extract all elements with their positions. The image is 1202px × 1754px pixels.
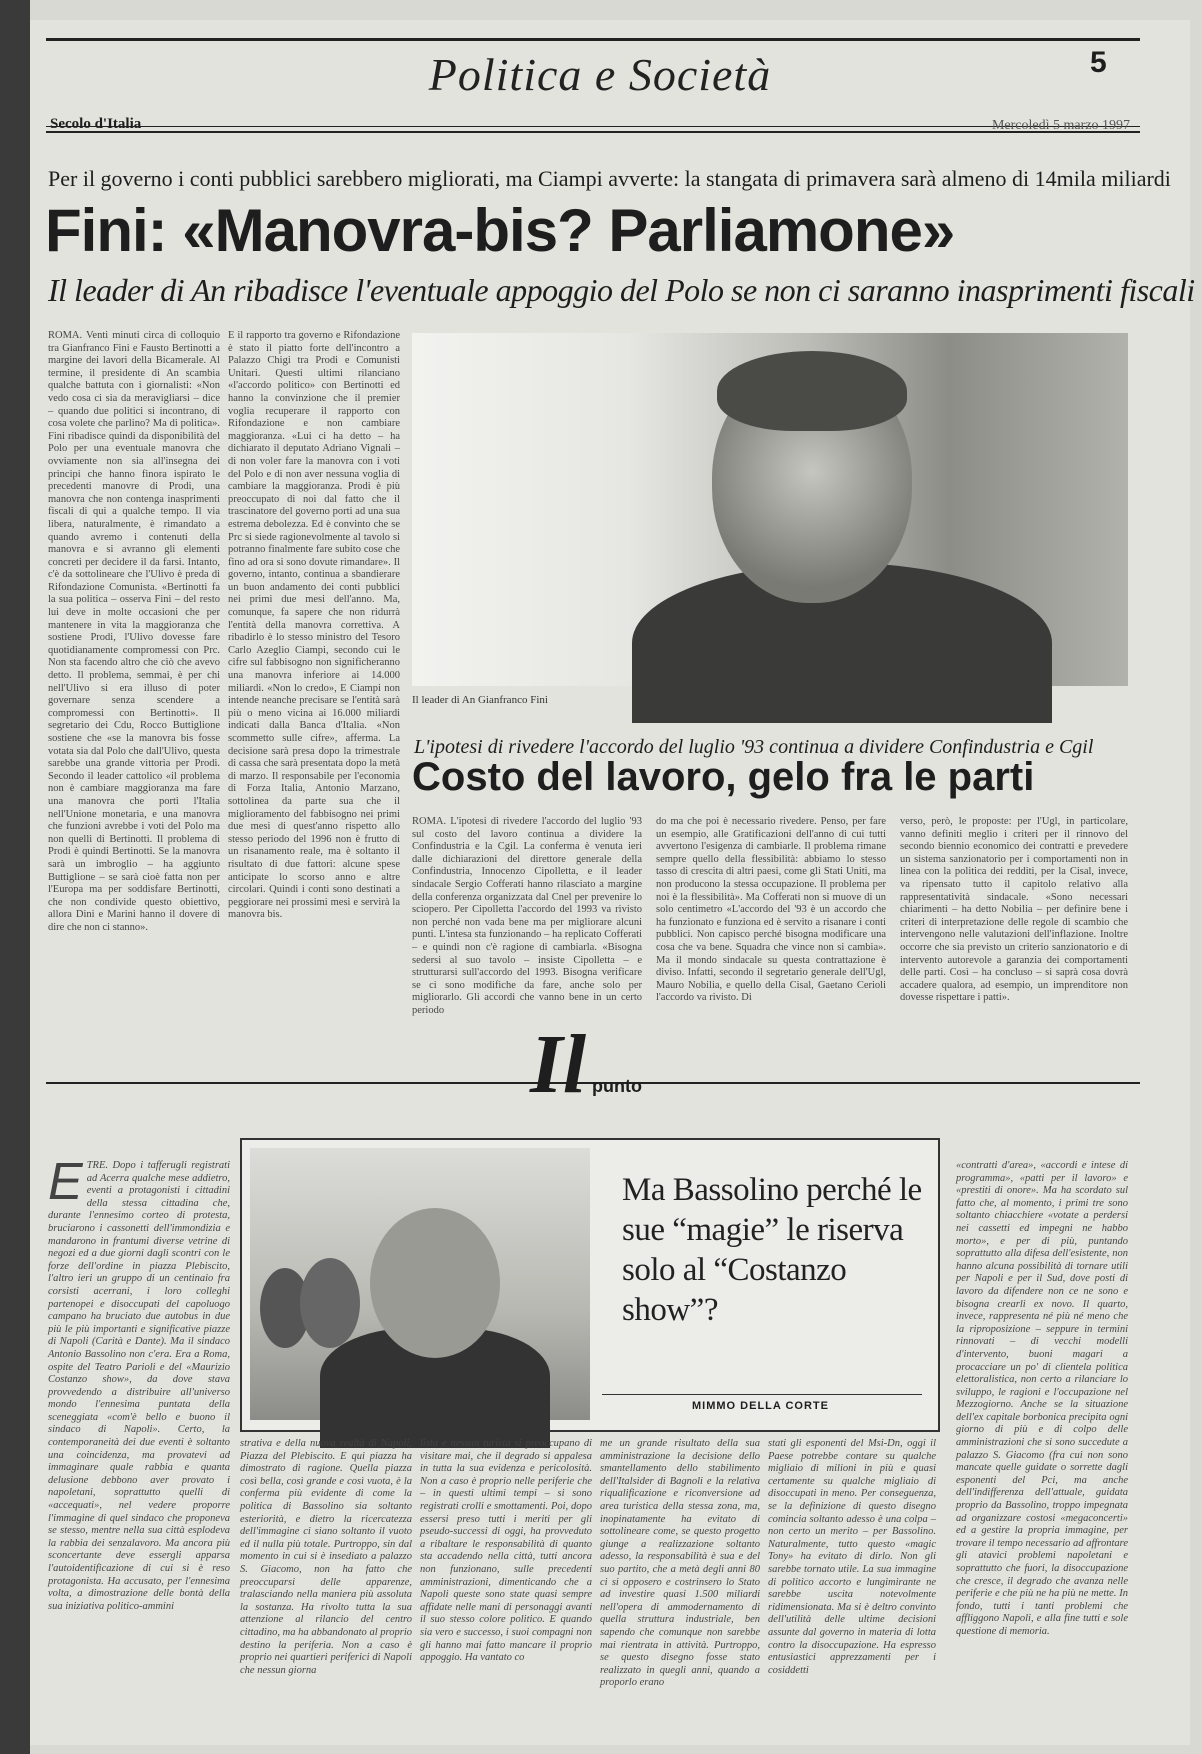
punto-column-1-bottom (48, 1438, 230, 1728)
punto-column-2-text: strativa e della nuova realtà di Napoli, Piazza del Plebiscito. E qui piazza ha dimostrato di ragione. Quella piazza così bella, così grande e così vuota, è la conferma più evidente di come la politica di Bassolino sia soltanto esteriorità, e dietro la ricercatezza dell'immagine ci siano soltanto il vuoto ed il nulla più totale. Purtroppo, sin dal momento in cui si è insediato a palazzo S. Giacomo, non ha fatto che preoccuparsi delle apparenze, tralasciando nella maniera più assoluta la sostanza. Ha rivolto tutta la sua attenzione al rilancio del centro cittadino, ma ha abbandonato al proprio destino la periferia. Non a caso è proprio nei quartieri periferici di Napoli che nessun giorna (240, 1438, 412, 1676)
dropcap: E (48, 1153, 83, 1211)
opinion-title: Ma Bassolino perché le sue “magie” le riserva solo al “Costanzo show”? (622, 1172, 922, 1328)
punto-column-4-text: me un grande risultato della sua amministrazione la decisione dello smantellamento dello stabilimento dell'Italsider di Bagnoli e la relativa riqualificazione e riconversione ad area turistica della stessa zona, ma, inopinatamente ha evitato di sottolineare come, se questo progetto giunge a realizzazione soltanto adesso, la responsabilità è sua e del suo partito, che a metà degli anni 80 ci si opposero e costrinsero lo Stato ad investire quasi 1.500 miliardi nell'opera di ammodernamento di quella struttura industriale, ben sapendo che comunque non sarebbe mai rientrata in attività. Purtroppo, se questo disegno fosse stato realizzato in quegli anni, quando a proporlo erano (600, 1438, 760, 1689)
photo-person-bg2 (300, 1258, 360, 1348)
lead-subhead: Il leader di An ribadisce l'eventuale appoggio del Polo se non ci saranno inasprimenti fiscali (48, 272, 1195, 308)
il-punto-big: Il (530, 1018, 587, 1111)
page-number: 5 (1090, 46, 1107, 79)
photo-hair (717, 351, 907, 431)
punto-column-6 (956, 1160, 1128, 1728)
second-kicker: L'ipotesi di rivedere l'accordo del luglio '93 continua a dividere Confindustria e Cgil (414, 736, 1094, 758)
paper-name: Secolo d'Italia (50, 116, 142, 132)
lead-column-2-text: E il rapporto tra governo e Rifondazione è stato il piatto forte dell'incontro a Palazzo Chigi tra Prodi e Comunisti Unitari. Questi ultimi rilanciano «l'accordo politico» con Bertinotti ed hanno la convinzione che il premier voglia recuperare il rapporto con Rifondazione e non cambiare maggioranza. «Lui ci ha detto – ha dichiarato il deputato Adriano Vignali – di non voler fare la manovra con i voti del Polo e di non aver nessuna voglia di cambiare la maggioranza. Prodi è più preoccupato di noi dal fatto che il trascinatore del governo porti ad una sua estrema debolezza. Ed è convinto che se Prc si siede ragionevolmente al tavolo si potranno finalmente fare subito cose che fino ad ora si sono dovute rimandare». Il governo, intanto, continua a sbandierare un buon andamento dei conti pubblici nei primi due mesi dell'anno. Ma, comunque, fa sapere che non ridurrà l'entità della manovra correttiva. A ribadirlo è lo stesso ministro del Tesoro Carlo Azeglio Ciampi, secondo cui le cifre sul fabbisogno non significheranno una manovra inferiore ai 14.000 miliardi. «Non lo credo», E Ciampi non intende neanche precisare se l'entità sarà più o meno vicina ai 16.000 miliardi indicati dalla Banca d'Italia. «Non scommetto sulle cifre», afferma. La decisione sarà presa dopo la trimestrale di cassa che sarà presentata dopo la metà di marzo. Il responsabile per l'economia di Forza Italia, Antonio Marzano, sottolinea da parte sua che il miglioramento del fabbisogno nei primi due mesi di quest'anno rispetto allo stesso periodo del 1996 non è frutto di un risanamento reale, ma è soltanto il risultato di due fattori: alcune spese anticipate lo scorso anno e altre circolari. Quindi i conti sono destinati a peggiorare nei prossimi mesi e servirà la manovra bis. (228, 330, 400, 921)
lead-headline: Fini: «Manovra-bis? Parliamone» (45, 197, 955, 264)
punto-column-2 (240, 1438, 412, 1728)
punto-column-1-top (48, 1153, 230, 1612)
lead-column-2 (228, 330, 400, 1068)
punto-column-6-text: «contratti d'area», «accordi e intese di programma», «patti per il lavoro» e «prestiti di onore». Ma ha scordato sul fatto che, al momento, i primi tre sono soltanto chiacchiere «votate a perdersi nei cassetti ed impegni ne habbo morto», e per di più, puntando soprattutto alla difesa dell'esistente, non hanno alcuna possibilità di tornare utili per Napoli e per il Sud, dove posti di lavoro da difendere non ce ne sono e bisogna crearli ex novo. Il quarto, invece, rappresenta né più né meno che la riproposizione – seppure in termini rinnovati – di vecchi modelli d'intervento, buoni magari a procacciare un po' di clientela politica elettoralistica, non certo a rilanciare lo sviluppo, le ragioni e l'occupazione nel Mezzogiorno. Anche se la situazione dell'ex capitale borbonica precipita ogni giorno di più e di colpo delle amministrazioni che si sono succedute a palazzo S. Giacomo (fra cui non sono mancate quelle guidate o sorrette dagli esponenti del Pci, ma anche dell'indifferenza dell'attuale, guidata proprio da Bassolino, troppo impegnata ad organizzare costosi «megaconcerti» ed a gestire la propria immagine, per trovare il tempo necessario ad affrontare gli atavici problemi napoletani e soprattutto che fuori, la disoccupazione che cresce, il degrado che avanza nelle periferie e che più ne ha più ne mette. In fondo, tutti i tanti problemi che affliggono Napoli, e alla fine tutti e sole questione di memoria. (956, 1160, 1128, 1637)
second-column-1-text: ROMA. L'ipotesi di rivedere l'accordo del luglio '93 sul costo del lavoro continua a dividere la Confindustria e la Cgil. La conferma è venuta ieri dalle dichiarazioni del direttore generale della Confindustria, Innocenzo Cipolletta, e il leader sindacale Sergio Cofferati hanno rilasciato a margine della conferenza organizzata dal Cnel per prevenire lo sciopero. Per Cipolletta l'accordo del 1993 va rivisto non perché non vada bene ma per migliorare alcuni punti. L'intesa sta funzionando – ha replicato Cofferati – e quindi non c'è ragione di cambiarla. «Bisogna sedersi al suo tavolo – insiste Cipolletta – e strutturarsi sull'accordo del 1993. Bisogna verificare se ci sono modifiche da fare, anche solo per migliorarlo. Gli accordi che vanno bene in un certo periodo (412, 816, 642, 1016)
second-column-2 (656, 816, 886, 1068)
punto-column-3-text: lista e nessun turista si preoccupano di visitare mai, che il degrado si appalesa in tutta la sua evidenza e pericolosità. Non a caso è proprio nelle periferie che – in questi ultimi tempi – si sono registrati crolli e smottamenti. Poi, dopo essersi preso tutti i meriti per gli pseudo-successi di oggi, ha provveduto a ribaltare le responsabilità di quanto sta accadendo nella città, tutti ancora non funzionano, sulle precedenti amministrazioni, dimenticando che a Napoli queste sono state quasi sempre affidate nelle mani di personaggi avanti il suo stesso colore politico. E quando sia vero e successo, i suoi compagni non gli hanno mai fatto mancare il proprio appoggio. Ha vantato co (420, 1438, 592, 1664)
byline: MIMMO DELLA CORTE (692, 1400, 829, 1412)
section-title: Politica e Società (428, 49, 772, 100)
scan-edge (0, 0, 30, 1754)
opinion-box (240, 1138, 940, 1432)
photo-caption: Il leader di An Gianfranco Fini (412, 694, 548, 706)
top-rule (46, 38, 1140, 41)
lead-column-1-text: ROMA. Venti minuti circa di colloquio tra Gianfranco Fini e Fausto Bertinotti a margine dei lavori della Bicamerale. Al termine, il presidente di An scambia qualche battuta con i giornalisti: «Non vedo cosa ci sia da meravigliarsi – dice – quando due politici si incontrano, di cosa volete che parlino? Ma di politica». Fini ribadisce quindi da disponibilità del Polo per una eventuale manovra che ovviamente non sia all'insegna dei principi che hanno finora ispirato le precedenti manovre di Prodi, una manovra che non contenga inasprimenti fiscali di qui a qualche tempo. Il via libera, naturalmente, è rimandato a quando avremo i contenuti della manovra e si avranno gli elementi concreti per decidere il da farsi. Intanto, c'è da sottolineare che l'Ulivo è preda di Rifondazione Comunista. «Bertinotti fa la sua politica – osserva Fini – del resto lui deve in molte occasioni che per mantenere in vita la maggioranza che sostiene Prodi, l'Ulivo dovesse fare quotidianamente compromessi con Prc. Non sta facendo altro che ciò che avevo detto. Il problema, semmai, è per chi nell'Ulivo si era illuso di poter governare senza scendere a compromessi con Bertinotti». Il segretario dei Cdu, Rocco Buttiglione sostiene che «se la manovra bis fosse votata sia dal Polo che dall'Ulivo, questa sarebbe una grande vittoria per Prodi. Secondo il leader cattolico «il problema non è cambiare maggioranza ma fare una manovra che porti l'Italia nell'Unione monetaria, e una manovra che funzioni avrebbe i voti del Polo ma non quelli di Bertinotti. Il problema di Prodi è quindi Bertinotti. Se la manovra sarà un imbroglio – ha aggiunto Buttiglione – se sarà cioè fatta non per l'Europa ma per soddisfare Bertinotti, che non condivide questo obiettivo, allora Dini e Marini hanno il dovere di dire che non ci stanno». (48, 330, 220, 933)
punto-column-3 (420, 1438, 592, 1728)
second-column-2-text: do ma che poi è necessario rivedere. Penso, per fare un esempio, alle Gratificazioni dell'anno di cui tutti avvertono l'esigenza di cambiarle. Il problema rimane sempre quello della flessibilità: abbiamo lo stesso tasso di crescita di altri paesi, come gli Stati Uniti, ma non producono la stessa occupazione. Il problema per noi è la flessibilità». Ma Cofferati non si muove di un solo centimetro «L'accordo del '93 è un accordo che ha funzionato e funziona ed è servito a risanare i conti pubblici. Non capisco perché bisogna modificare una cosa che va bene. Squadra che vince non si cambia». Ma il mondo sindacale su questa contrattazione è diviso. Infatti, secondo il segretario generale dell'Ugl, Mauro Nobilia, e quello della Cisal, Gaetano Cerioli l'accordo va rivisto. Di (656, 816, 886, 1004)
photo-man (370, 1208, 500, 1358)
issue-date: Mercoledì 5 marzo 1997 (991, 118, 1130, 133)
bassolino-photo (250, 1148, 590, 1420)
second-headline: Costo del lavoro, gelo fra le parti (412, 755, 1035, 799)
il-punto-label (530, 1016, 642, 1113)
punto-column-1-text: TRE. Dopo i tafferugli registrati ad Acerra qualche mese addietro, eventi a protagonisti i cittadini della stessa cittadina che, durante l'ennesimo corteo di protesta, bruciarono i cassonetti dell'immondizia e mandarono in frantumi diverse vetrine di negozi ed a due giorni dagli scontri con le forze dell'ordine in piazza Plebiscito, l'altro ieri un gruppo di un centinaio fra corsisti acerrani, i loro colleghi partenopei e disoccupati del capoluogo campano ha bruciato due autobus in due più le più importanti e significative piazze di Napoli (Carità e Dante). Ma il sindaco Antonio Bassolino non c'era. Era a Roma, ospite del Teatro Parioli e del «Maurizio Costanzo show», da dove stava provvedendo a distribuire all'universo mondo l'ennesima puntata della sceneggiata «com'è bello e buono il sindaco di Napoli». Certo, la contemporaneità dei due eventi è soltanto una coincidenza, ma provatevi ad immaginare quale rabbia e quanta delusione debbono aver provato i napoletani, soprattutto quelli di «accequati», nel vedere proporre l'immagine di quel sindaco che proponeva se stesso, mentre nella sua città esplodeva la rabbia dei senzalavoro. Ma ancora più sconcertante deve essergli apparsa l'autoidentificazione di cui si è reso protagonista. Ha accusato, per l'ennesima volta, a dimostrazione delle bontà della sua iniziativa politico-ammini (48, 1160, 230, 1612)
punto-column-4 (600, 1438, 760, 1728)
il-punto-small: punto (592, 1076, 643, 1096)
punto-column-5-text: stati gli esponenti del Msi-Dn, oggi il Paese potrebbe contare su qualche migliaio di milioni in più e quasi certamente su qualche migliaio di disoccupati in meno. Per conseguenza, se la definizione di questo disegno comincia soltanto adesso è una colpa – non certo un merito – per Bassolino. Naturalmente, tutto questo «magic Tony» ha evitato di dirlo. Non gli sarebbe tornato utile. La sua immagine di politico accorto e lungimirante ne sarebbe uscita notevolmente ridimensionata. Ma si è deltro convinto dell'utilità delle ultime decisioni assunte dal governo in materia di lotta contro la disoccupazione. Ha espresso entusiastici apprezzamenti per i cosiddetti (768, 1438, 936, 1676)
fini-photo (412, 333, 1128, 686)
lead-column-1 (48, 330, 220, 1068)
punto-column-5 (768, 1438, 936, 1728)
second-column-3-text: verso, però, le proposte: per l'Ugl, in particolare, vanno definiti meglio i criteri per il rinnovo del secondo biennio economico dei contratti e prevedere un sistema sanzionatorio per i comportamenti non in linea con la politica dei redditi, per la Cisal, invece, va ripensato tutto il capitolo relativo alla rappresentatività sindacale. «Sono necessari chiarimenti – ha detto Nobilia – per definire bene i criteri di interpretazione delle regole di scambio che intervengono nelle valutazioni dell'inflazione. Inoltre occorre che sia previsto un criterio sanzionatorio e di intervento autorevole a garanzia dei comportamenti delle parti. Così – ha concluso – si saprà cosa dovrà accadere qualora, ad esempio, un imprenditore non dovesse rispettare i patti». (900, 816, 1128, 1004)
lead-kicker: Per il governo i conti pubblici sarebbero migliorati, ma Ciampi avverte: la stangata di primavera sarà almeno di 14mila miliardi (48, 166, 1171, 191)
byline-rule (602, 1394, 922, 1395)
second-column-3 (900, 816, 1128, 1068)
